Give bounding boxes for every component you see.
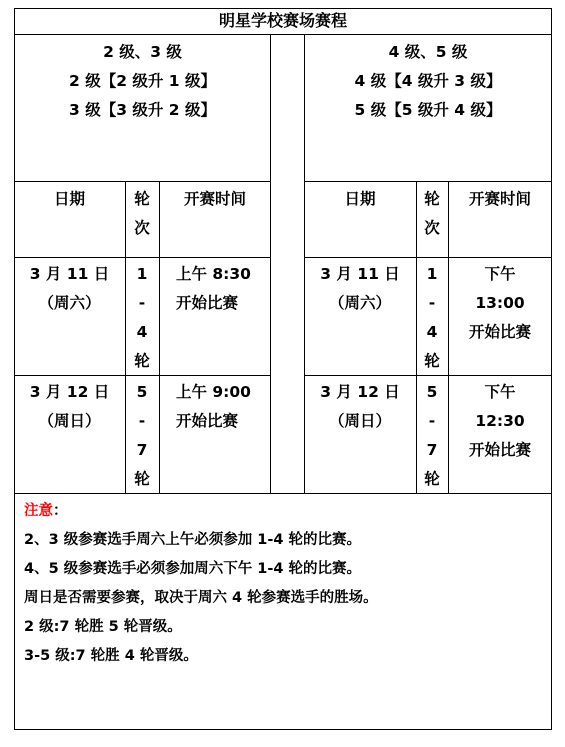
date-cell: 3 月 12 日 [29, 383, 110, 401]
time-cell: 12:30 [475, 412, 525, 430]
row2-divider-left [14, 375, 271, 376]
column-header-round: 轮 [424, 190, 440, 208]
note-line: 2 级:7 轮胜 5 轮晋级。 [24, 619, 182, 635]
title-divider [14, 34, 552, 35]
round-cell: 7 [426, 441, 438, 459]
round-cell: 7 [136, 441, 148, 459]
date-cell: 3 月 11 日 [320, 265, 400, 283]
round-cell: 1 [136, 265, 148, 283]
round-cell: 轮 [424, 470, 440, 488]
heading-line: 2 级【2 级升 1 级】 [69, 72, 216, 90]
weekday-cell: （周日） [328, 412, 391, 430]
round-cell: - [428, 412, 436, 430]
note-line: 3-5 级:7 轮胜 4 轮晋级。 [24, 648, 198, 664]
round-cell: - [138, 294, 146, 312]
column-header-time: 开赛时间 [468, 190, 531, 208]
page-title: 明星学校赛场赛程 [218, 11, 347, 30]
notes-label: 注意 [24, 503, 53, 519]
round-cell: 1 [426, 265, 438, 283]
time-cell: 开始比赛 [468, 441, 531, 459]
row2-divider-right [304, 375, 552, 376]
time-cell: 13:00 [475, 294, 525, 312]
time-cell: 开始比赛 [176, 294, 239, 312]
notes-colon: ： [53, 503, 68, 519]
time-cell: 开始比赛 [468, 323, 531, 341]
column-header-round: 次 [134, 219, 150, 237]
round-cell: 4 [136, 323, 148, 341]
round-cell: 5 [136, 383, 148, 401]
row1-divider-right [304, 257, 552, 258]
note-line: 周日是否需要参赛，取决于周六 4 轮参赛选手的胜场。 [24, 590, 378, 606]
weekday-cell: （周日） [38, 412, 101, 430]
column-header-time: 开赛时间 [183, 190, 246, 208]
column-header-date: 日期 [344, 190, 376, 208]
heading-line: 4 级【4 级升 3 级】 [354, 72, 502, 90]
note-line: 4、5 级参赛选手必须参加周六下午 1-4 轮的比赛。 [24, 561, 362, 577]
note-line: 2、3 级参赛选手周六上午必须参加 1-4 轮的比赛。 [24, 532, 362, 548]
notes-heading [24, 501, 68, 521]
date-cell: 3 月 11 日 [29, 265, 110, 283]
header-divider-right [304, 181, 552, 182]
column-header-round: 轮 [134, 190, 150, 208]
time-cell: 下午 [484, 383, 516, 401]
round-cell: 轮 [134, 470, 150, 488]
heading-line: 5 级【5 级升 4 级】 [354, 101, 502, 119]
round-cell: 轮 [134, 352, 150, 370]
time-cell: 上午 8:30 [176, 265, 251, 283]
time-cell: 下午 [484, 265, 516, 283]
round-cell: 5 [426, 383, 438, 401]
round-cell: 轮 [424, 352, 440, 370]
date-cell: 3 月 12 日 [320, 383, 400, 401]
left-col-divider-2 [159, 181, 160, 494]
round-cell: - [428, 294, 436, 312]
notes-divider [14, 493, 552, 494]
round-cell: - [138, 412, 146, 430]
round-cell: 4 [426, 323, 438, 341]
time-cell: 开始比赛 [176, 412, 239, 430]
time-cell: 上午 9:00 [176, 383, 251, 401]
weekday-cell: （周六） [38, 294, 101, 312]
weekday-cell: （周六） [328, 294, 391, 312]
header-divider-left [14, 181, 271, 182]
column-header-date: 日期 [53, 190, 85, 208]
heading-line: 4 级、5 级 [388, 43, 468, 61]
row1-divider-left [14, 257, 271, 258]
heading-line: 3 级【3 级升 2 级】 [69, 101, 216, 119]
column-header-round: 次 [424, 219, 440, 237]
heading-line: 2 级、3 级 [103, 43, 182, 61]
